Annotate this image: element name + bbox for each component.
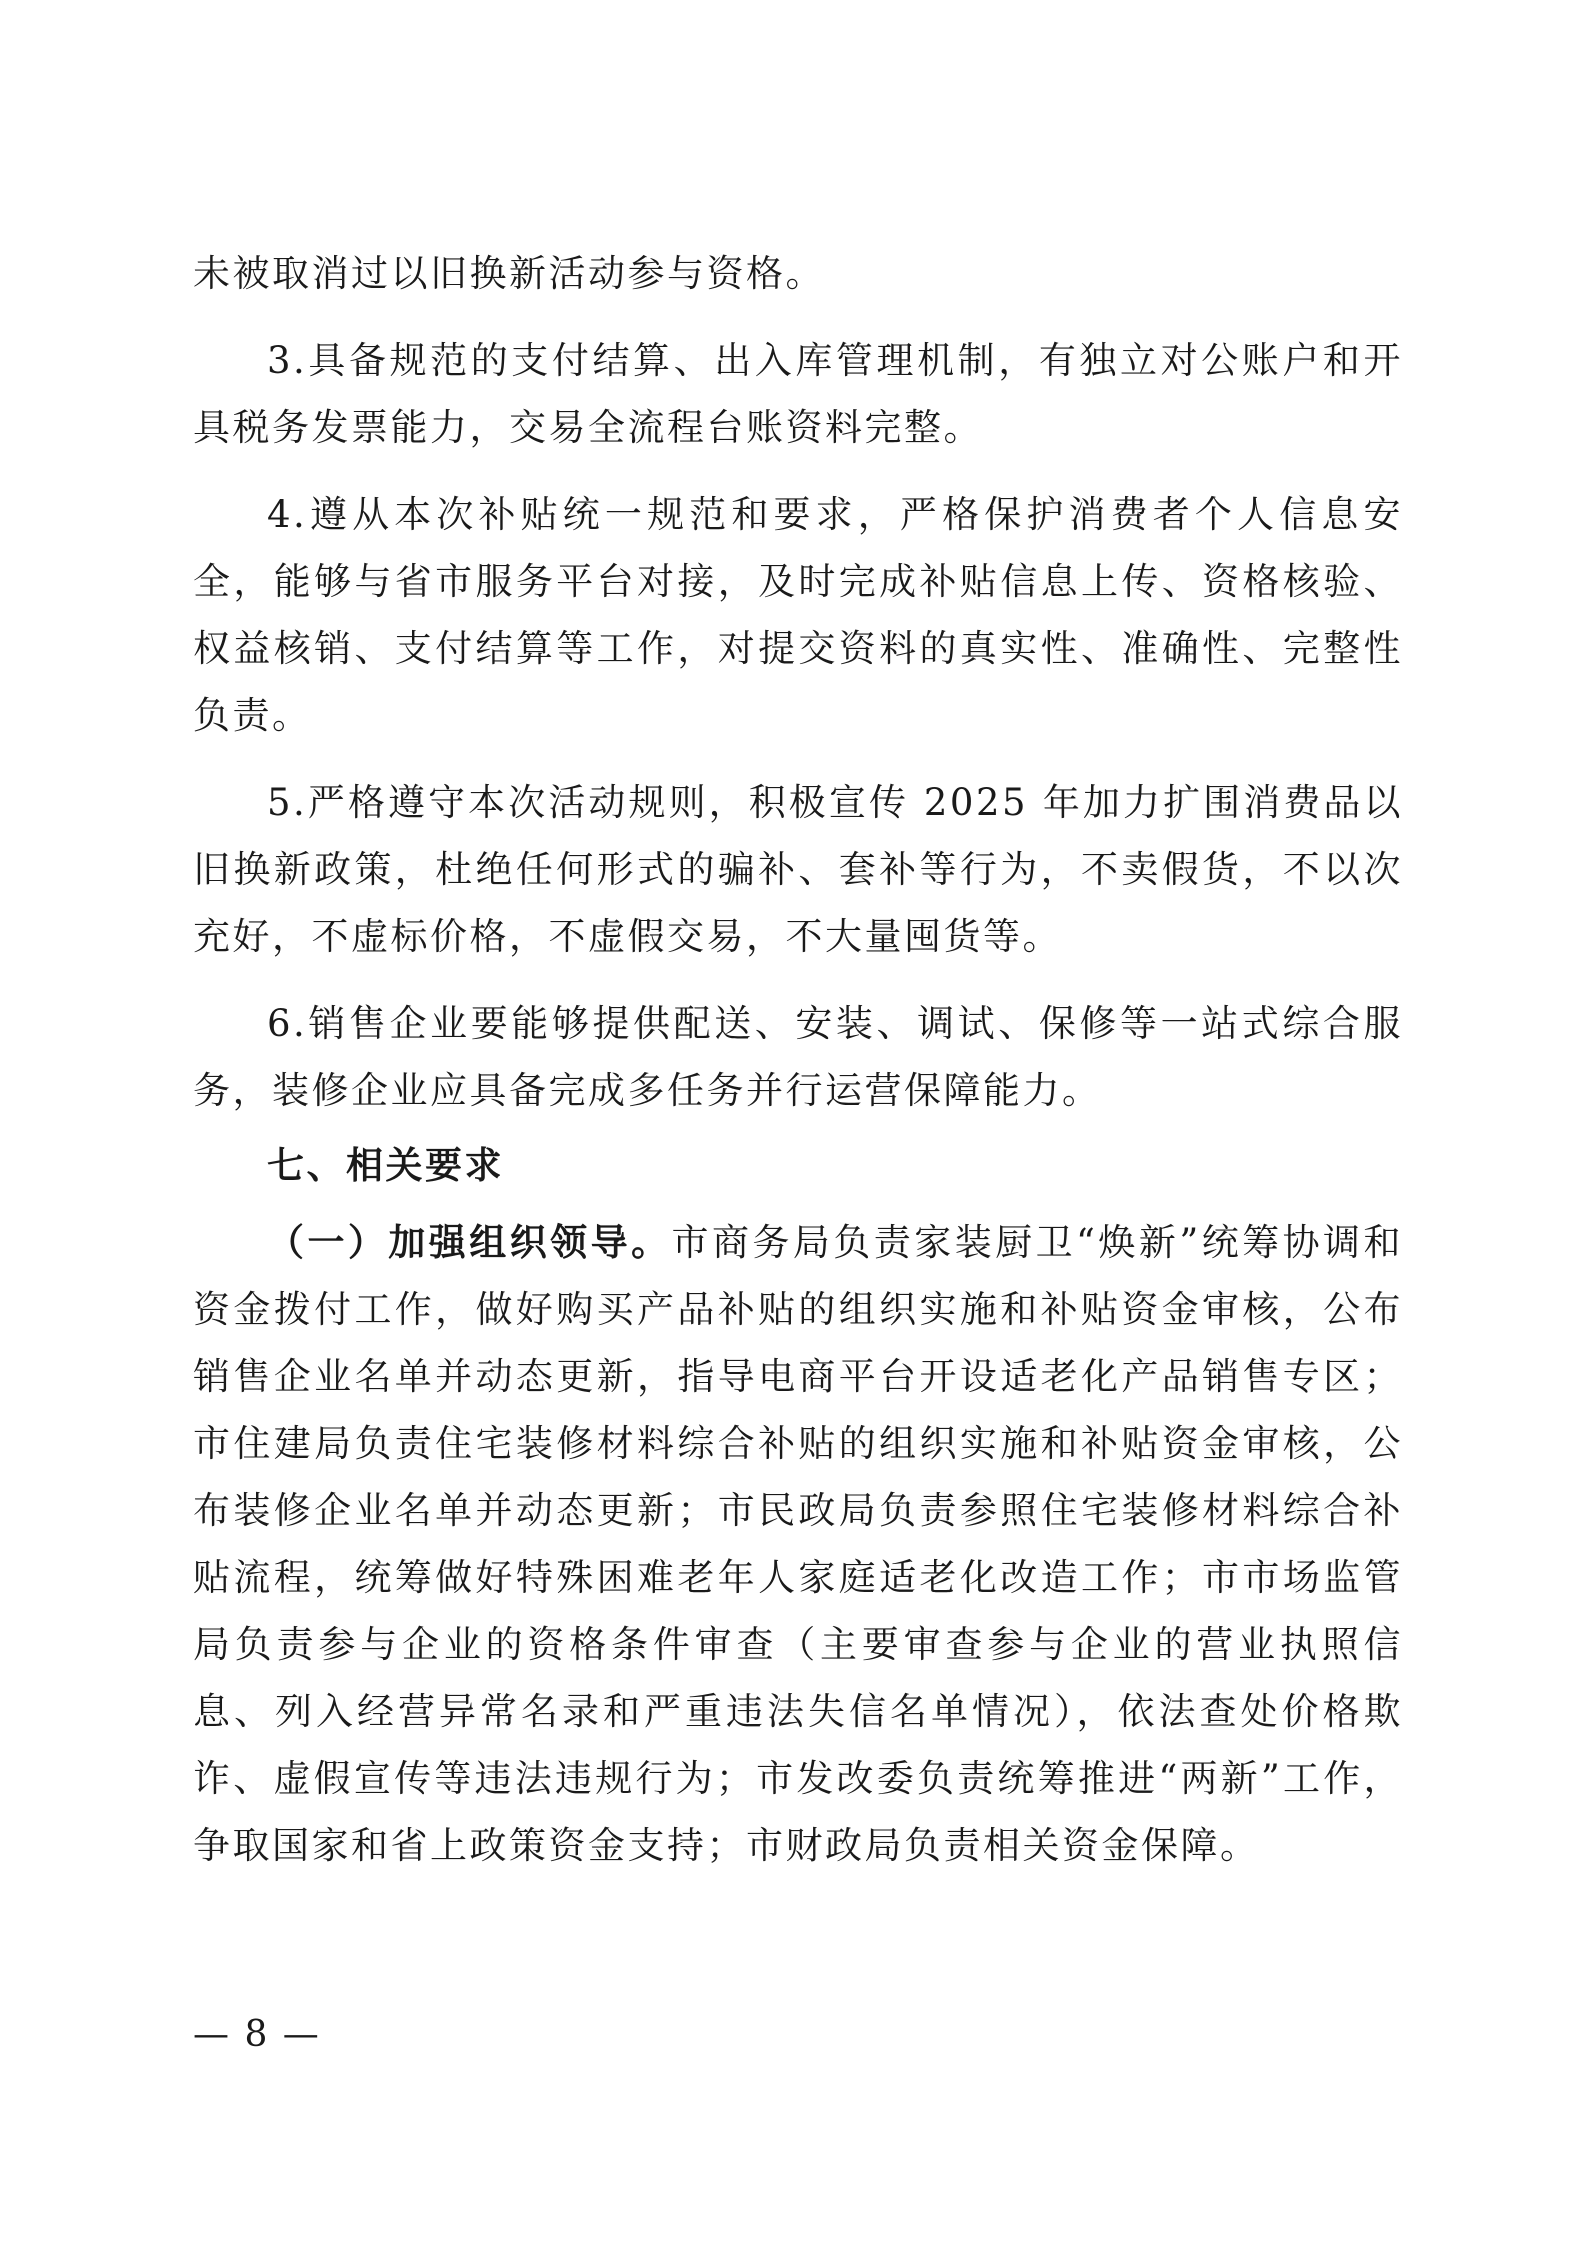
subsection-body: 市商务局负责家装厨卫“焕新”统筹协调和资金拨付工作，做好购买产品补贴的组织实施和补贴资金审核，公布销售企业名单并动态更新，指导电商平台开设适老化产品销售专区；市住建局负责住宅装修材料综合补贴的组织实施和补贴资金审核，公布装修企业名单并动态更新；市民政局负责参照住宅装修材料综合补贴流程，统筹做好特殊困难老年人家庭适老化改造工作；市市场监管局负责参与企业的资格条件审查（主要审查参与企业的营业执照信息、列入经营异常名录和严重违法失信名单情况），依法查处价格欺诈、虚假宣传等违法违规行为；市发改委负责统筹推进“两新”工作，争取国家和省上政策资金支持；市财政局负责相关资金保障。 xyxy=(193,1221,1403,1867)
subsection-lead: （一）加强组织领导。 xyxy=(267,1220,672,1264)
document-body xyxy=(193,240,1403,1879)
paragraph-item-3: 3.具备规范的支付结算、出入库管理机制，有独立对公账户和开具税务发票能力，交易全流程台账资料完整。 xyxy=(193,339,1403,449)
paragraph-item-4: 4.遵从本次补贴统一规范和要求，严格保护消费者个人信息安全，能够与省市服务平台对接，及时完成补贴信息上传、资格核验、权益核销、支付结算等工作，对提交资料的真实性、准确性、完整性负责。 xyxy=(193,493,1403,737)
section-heading: 七、相关要求 xyxy=(267,1144,504,1187)
subsection-paragraph xyxy=(193,1209,1403,1879)
paragraph-item-5: 5.严格遵守本次活动规则，积极宣传 2025 年加力扩围消费品以旧换新政策，杜绝任何形式的骗补、套补等行为，不卖假货，不以次充好，不虚标价格，不虚假交易，不大量囤货等。 xyxy=(193,781,1403,958)
paragraph-item-6: 6.销售企业要能够提供配送、安装、调试、保修等一站式综合服务，装修企业应具备完成多任务并行运营保障能力。 xyxy=(193,1002,1403,1112)
page-number: — 8 — xyxy=(193,2014,321,2055)
paragraph-continuation: 未被取消过以旧换新活动参与资格。 xyxy=(193,252,825,295)
